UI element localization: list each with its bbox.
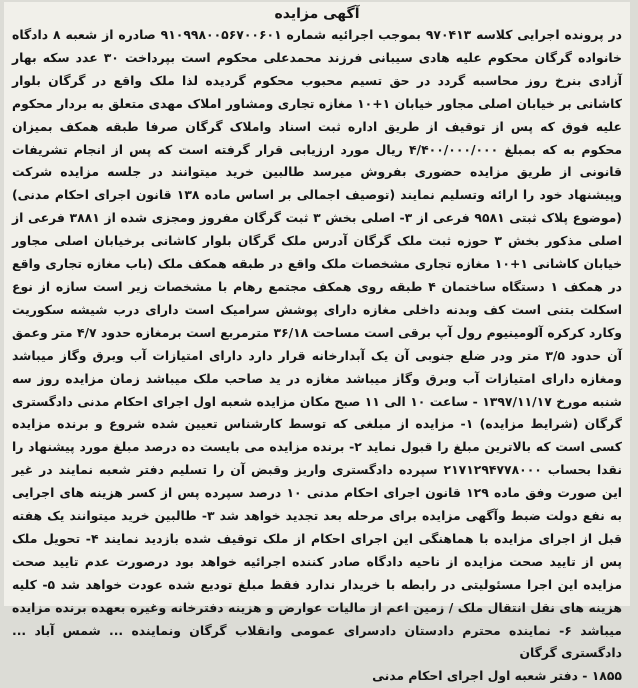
notice-paragraph: در پرونده اجرایی کلاسه ۹۷۰۴۱۳ بموجب اجرائیه شماره ۹۱۰۹۹۸۰۰۵۶۷۰۰۶۰۱ صادره از شعبه ۸ دادگاه خانواده گرگان محکوم علیه هادی سیبانی فرزند محمدعلی محکوم است بپرداخت ۳۰ عدد سکه بهار آزادی بنرخ روز محاسبه گردد در حق تسیم محبوب محکوم گردیده لذا ملک واقع در گرگان بلوار کاشانی بر خیابان اصلی مجاور خیابان ۱+۱۰ مغازه تجاری ومشاور املاک مهدی متعلق به بردار محکوم علیه فوق که پس از توقیف از طریق اداره ثبت اسناد واملاک گرگان صرفا طبقه همکف بمیزان محکوم به که بمبلغ ۴/۴۰۰/۰۰۰/۰۰۰ ریال مورد ارزیابی قرار گرفته است که پس از انجام تشریفات قانونی از طریق مزایده حضوری بفروش میرسد طالبین خرید میتوانند در جلسه مزایده شرکت وپیشنهاد خود را ارائه وتسلیم نمایند (توصیف اجمالی بر اساس ماده ۱۳۸ قانون اجرای احکام مدنی) (موضوع پلاک ثبتی ۹۵۸۱ فرعی از ۳- اصلی بخش ۳ ثبت گرگان مفروز ومجزی شده از ۳۸۸۱ فرعی از اصلی مذکور بخش ۳ حوزه ثبت ملک گرگان آدرس ملک گرگان بلوار کاشانی برخیابان اصلی مجاور خیابان کاشانی ۱+۱۰ مغازه تجاری مشخصات ملک واقع در طبقه همکف ملک (باب مغازه تجاری واقع در همکف ۱ دستگاه ساختمان ۴ طبقه روی همکف مجتمع رهام با مشخصات زیر است سازه از نوع اسکلت بتنی است کف وبدنه داخلی مغازه دارای پوشش سرامیک است دارای درب شیشه سکوریت وکارد کرکره آلومینیوم رول آپ برقی است مساحت ۳۶/۱۸ مترمربع است برمغازه حدود ۴/۷ متر وعمق آن حدود ۳/۵ متر ودر ضلع جنوبی آن یک آبدارخانه قرار دارد دارای امتیازات آب وبرق وگاز میباشد ومغازه دارای امتیازات آب وبرق وگاز میباشد مغازه در ید صاحب ملک میباشد زمان مزایده روز سه شنبه مورخ ۱۳۹۷/۱۱/۱۷ - ساعت ۱۰ الی ۱۱ صبح مکان مزایده شعبه اول اجرای احکام مدنی دادگستری گرگان (شرایط مزایده) ۱- مزایده از مبلغی که توسط کارشناس تعیین شده شروع و برنده مزایده کسی است که بالاترین مبلغ را قبول نماید ۲- برنده مزایده می بایست ده درصد مبلغ مورد پیشنهاد را نقدا بحساب ۲۱۷۱۲۹۴۷۷۸۰۰۰ سپرده دادگستری واریز وقبض آن را تسلیم دفتر شعبه نمایند در غیر این صورت وفق ماده ۱۲۹ قانون اجرای احکام مدنی ۱۰ درصد سپرده پس از کسر هزینه های اجرایی به نفع دولت ضبط وآگهی مزایده برای مرحله بعد تجدید خواهد شد ۳- طالبین خرید میتوانند یک هفته قبل از اجرای مزایده با هماهنگی این اجرای احکام از ملک توقیف شده بازدید نمایند ۴- تحویل ملک پس از تایید صحت مزایده از ناحیه دادگاه صادر کننده اجرائیه خواهد بود درصورت عدم تایید صحت مزایده این اجرا مسئولیتی در رابطه با خریدار ندارد فقط مبلغ تودیع شده عودت خواهد شد ۵- کلیه هزینه های نقل انتقال ملک / زمین اعم از مالیات عوارض و هزینه دفترخانه وغیره بعهده برنده مزایده میباشد ۶- نماینده محترم دادستان دادسرای عمومی وانقلاب گرگان ونماینده ... شمس آباد ... دادگستری گرگان: [12, 27, 623, 661]
notice-footer: ۱۸۵۵ - دفتر شعبه اول اجرای احکام مدنی: [372, 668, 622, 684]
notice-title: آگهی مزایده: [274, 6, 360, 22]
newspaper-clipping: [4, 2, 630, 684]
notice-body: [12, 24, 622, 688]
